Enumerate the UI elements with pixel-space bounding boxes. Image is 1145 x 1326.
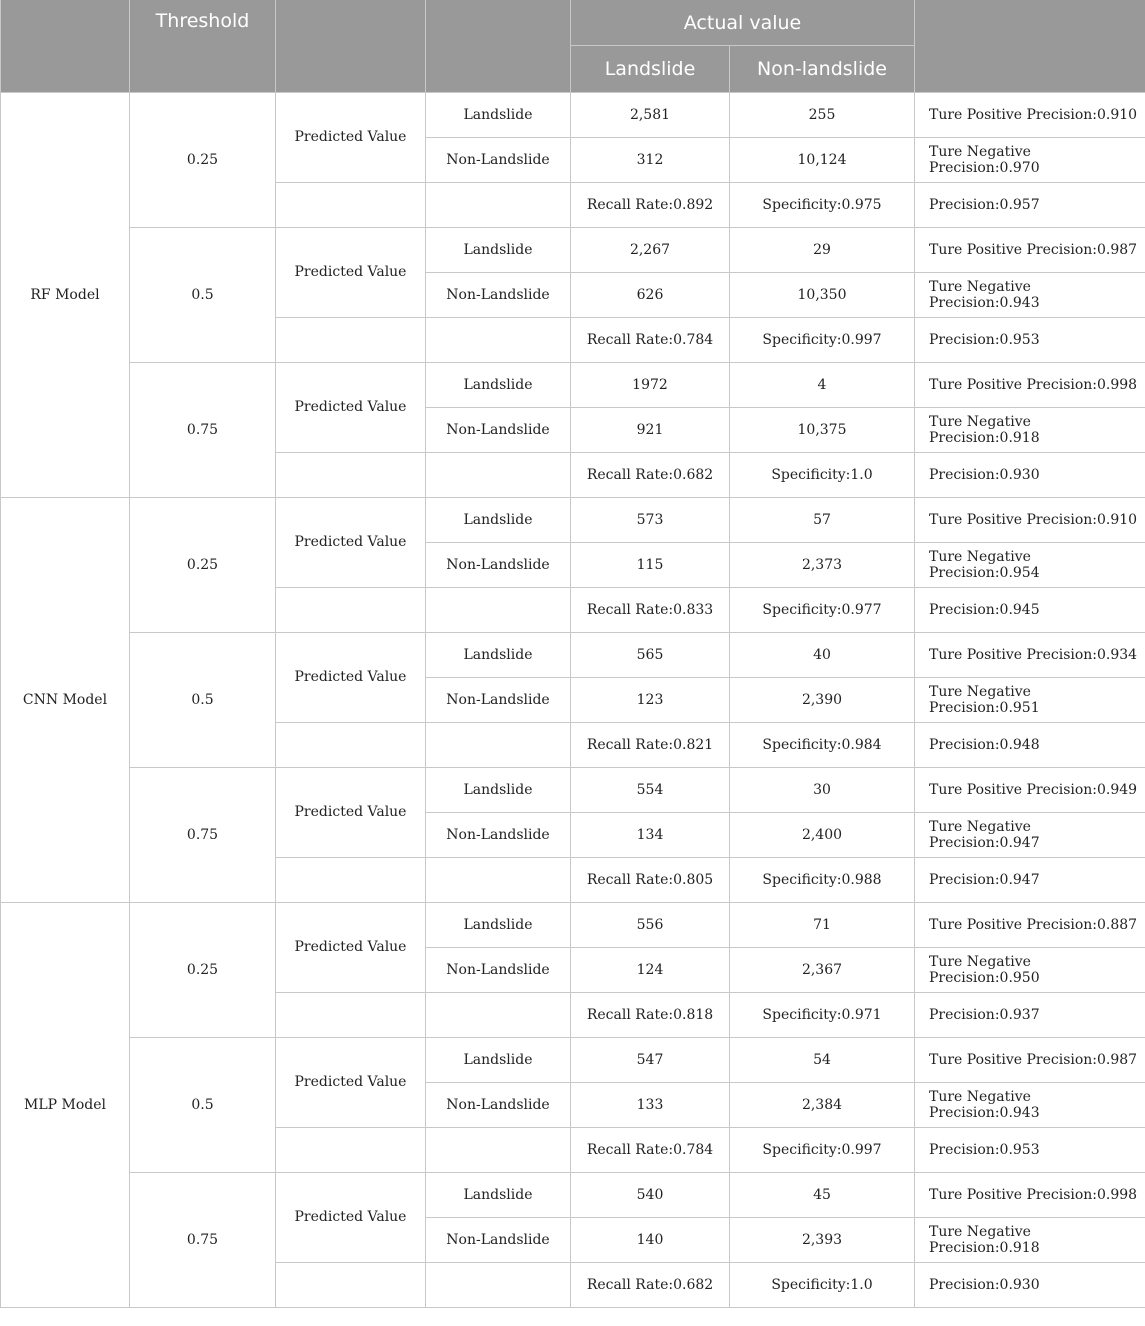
row-label-landslide: Landslide <box>426 498 571 543</box>
overall-precision: Precision:0.953 <box>915 1128 1145 1173</box>
row-label-landslide: Landslide <box>426 903 571 948</box>
positive-precision: Ture Positive Precision:0.998 <box>915 1173 1145 1218</box>
positive-precision: Ture Positive Precision:0.910 <box>915 93 1145 138</box>
blank-cell <box>276 1263 426 1308</box>
blank-cell <box>426 993 571 1038</box>
negative-precision: Ture Negative Precision:0.954 <box>915 543 1145 588</box>
specificity: Specificity:0.977 <box>730 588 915 633</box>
false-positive-count: 57 <box>730 498 915 543</box>
true-positive-count: 1972 <box>571 363 730 408</box>
table-row <box>1 363 1145 408</box>
predicted-value-label: Predicted Value <box>276 228 426 318</box>
header-threshold: Threshold <box>130 0 276 93</box>
false-positive-count: 255 <box>730 93 915 138</box>
false-positive-count: 4 <box>730 363 915 408</box>
table-row <box>1 228 1145 273</box>
false-negative-count: 312 <box>571 138 730 183</box>
positive-precision: Ture Positive Precision:0.998 <box>915 363 1145 408</box>
row-label-non-landslide: Non-Landslide <box>426 273 571 318</box>
specificity: Specificity:0.984 <box>730 723 915 768</box>
blank-cell <box>276 1128 426 1173</box>
model-name: MLP Model <box>1 903 130 1308</box>
overall-precision: Precision:0.947 <box>915 858 1145 903</box>
blank-cell <box>426 318 571 363</box>
overall-precision: Precision:0.937 <box>915 993 1145 1038</box>
true-negative-count: 2,384 <box>730 1083 915 1128</box>
model-name: CNN Model <box>1 498 130 903</box>
threshold-value: 0.75 <box>130 768 276 903</box>
true-negative-count: 2,390 <box>730 678 915 723</box>
threshold-value: 0.5 <box>130 1038 276 1173</box>
blank-cell <box>276 183 426 228</box>
false-positive-count: 71 <box>730 903 915 948</box>
blank-cell <box>426 1128 571 1173</box>
negative-precision: Ture Negative Precision:0.943 <box>915 273 1145 318</box>
threshold-value: 0.75 <box>130 363 276 498</box>
blank-cell <box>426 723 571 768</box>
true-positive-count: 554 <box>571 768 730 813</box>
table-header <box>1 0 1145 93</box>
predicted-value-label: Predicted Value <box>276 1173 426 1263</box>
negative-precision: Ture Negative Precision:0.943 <box>915 1083 1145 1128</box>
predicted-value-label: Predicted Value <box>276 93 426 183</box>
row-label-landslide: Landslide <box>426 1038 571 1083</box>
blank-cell <box>426 858 571 903</box>
specificity: Specificity:0.975 <box>730 183 915 228</box>
row-label-non-landslide: Non-Landslide <box>426 1218 571 1263</box>
specificity: Specificity:1.0 <box>730 1263 915 1308</box>
positive-precision: Ture Positive Precision:0.910 <box>915 498 1145 543</box>
negative-precision: Ture Negative Precision:0.950 <box>915 948 1145 993</box>
row-label-landslide: Landslide <box>426 1173 571 1218</box>
header-actual-value: Actual value <box>571 0 915 46</box>
recall-rate: Recall Rate:0.892 <box>571 183 730 228</box>
true-positive-count: 540 <box>571 1173 730 1218</box>
threshold-value: 0.25 <box>130 903 276 1038</box>
negative-precision: Ture Negative Precision:0.947 <box>915 813 1145 858</box>
table-row <box>1 903 1145 948</box>
recall-rate: Recall Rate:0.682 <box>571 453 730 498</box>
false-negative-count: 124 <box>571 948 730 993</box>
table-row <box>1 498 1145 543</box>
positive-precision: Ture Positive Precision:0.987 <box>915 1038 1145 1083</box>
row-label-landslide: Landslide <box>426 633 571 678</box>
blank-cell <box>276 858 426 903</box>
overall-precision: Precision:0.930 <box>915 453 1145 498</box>
negative-precision: Ture Negative Precision:0.918 <box>915 408 1145 453</box>
threshold-value: 0.25 <box>130 93 276 228</box>
row-label-non-landslide: Non-Landslide <box>426 138 571 183</box>
row-label-landslide: Landslide <box>426 363 571 408</box>
recall-rate: Recall Rate:0.784 <box>571 1128 730 1173</box>
blank-cell <box>276 453 426 498</box>
row-label-landslide: Landslide <box>426 768 571 813</box>
model-name: RF Model <box>1 93 130 498</box>
positive-precision: Ture Positive Precision:0.934 <box>915 633 1145 678</box>
header-blank-cell <box>276 0 426 93</box>
specificity: Specificity:0.988 <box>730 858 915 903</box>
overall-precision: Precision:0.957 <box>915 183 1145 228</box>
false-negative-count: 115 <box>571 543 730 588</box>
true-positive-count: 547 <box>571 1038 730 1083</box>
false-negative-count: 133 <box>571 1083 730 1128</box>
blank-cell <box>276 318 426 363</box>
false-negative-count: 123 <box>571 678 730 723</box>
true-positive-count: 565 <box>571 633 730 678</box>
positive-precision: Ture Positive Precision:0.949 <box>915 768 1145 813</box>
negative-precision: Ture Negative Precision:0.918 <box>915 1218 1145 1263</box>
predicted-value-label: Predicted Value <box>276 903 426 993</box>
header-metrics-cell <box>915 0 1145 93</box>
row-label-non-landslide: Non-Landslide <box>426 813 571 858</box>
false-positive-count: 30 <box>730 768 915 813</box>
blank-cell <box>426 183 571 228</box>
table-row <box>1 633 1145 678</box>
true-positive-count: 556 <box>571 903 730 948</box>
true-negative-count: 2,373 <box>730 543 915 588</box>
recall-rate: Recall Rate:0.833 <box>571 588 730 633</box>
blank-cell <box>426 453 571 498</box>
threshold-value: 0.5 <box>130 633 276 768</box>
table-body <box>1 93 1145 1308</box>
negative-precision: Ture Negative Precision:0.970 <box>915 138 1145 183</box>
recall-rate: Recall Rate:0.821 <box>571 723 730 768</box>
header-landslide: Landslide <box>571 46 730 93</box>
blank-cell <box>276 588 426 633</box>
true-positive-count: 2,267 <box>571 228 730 273</box>
true-negative-count: 10,375 <box>730 408 915 453</box>
header-blank-cell <box>426 0 571 93</box>
row-label-non-landslide: Non-Landslide <box>426 408 571 453</box>
predicted-value-label: Predicted Value <box>276 768 426 858</box>
specificity: Specificity:0.997 <box>730 318 915 363</box>
blank-cell <box>426 1263 571 1308</box>
predicted-value-label: Predicted Value <box>276 1038 426 1128</box>
blank-cell <box>426 588 571 633</box>
recall-rate: Recall Rate:0.805 <box>571 858 730 903</box>
table-row <box>1 1038 1145 1083</box>
positive-precision: Ture Positive Precision:0.887 <box>915 903 1145 948</box>
false-negative-count: 626 <box>571 273 730 318</box>
blank-cell <box>276 723 426 768</box>
false-positive-count: 45 <box>730 1173 915 1218</box>
row-label-landslide: Landslide <box>426 93 571 138</box>
threshold-value: 0.25 <box>130 498 276 633</box>
false-positive-count: 54 <box>730 1038 915 1083</box>
false-negative-count: 921 <box>571 408 730 453</box>
false-positive-count: 40 <box>730 633 915 678</box>
recall-rate: Recall Rate:0.818 <box>571 993 730 1038</box>
positive-precision: Ture Positive Precision:0.987 <box>915 228 1145 273</box>
overall-precision: Precision:0.948 <box>915 723 1145 768</box>
true-negative-count: 10,124 <box>730 138 915 183</box>
table-row <box>1 1173 1145 1218</box>
true-negative-count: 10,350 <box>730 273 915 318</box>
true-positive-count: 573 <box>571 498 730 543</box>
specificity: Specificity:0.971 <box>730 993 915 1038</box>
row-label-landslide: Landslide <box>426 228 571 273</box>
threshold-value: 0.75 <box>130 1173 276 1308</box>
predicted-value-label: Predicted Value <box>276 633 426 723</box>
false-positive-count: 29 <box>730 228 915 273</box>
recall-rate: Recall Rate:0.784 <box>571 318 730 363</box>
false-negative-count: 134 <box>571 813 730 858</box>
row-label-non-landslide: Non-Landslide <box>426 948 571 993</box>
predicted-value-label: Predicted Value <box>276 363 426 453</box>
row-label-non-landslide: Non-Landslide <box>426 678 571 723</box>
threshold-value: 0.5 <box>130 228 276 363</box>
table-row <box>1 93 1145 138</box>
overall-precision: Precision:0.953 <box>915 318 1145 363</box>
true-negative-count: 2,393 <box>730 1218 915 1263</box>
header-model-cell <box>1 0 130 93</box>
row-label-non-landslide: Non-Landslide <box>426 1083 571 1128</box>
specificity: Specificity:1.0 <box>730 453 915 498</box>
row-label-non-landslide: Non-Landslide <box>426 543 571 588</box>
overall-precision: Precision:0.945 <box>915 588 1145 633</box>
false-negative-count: 140 <box>571 1218 730 1263</box>
overall-precision: Precision:0.930 <box>915 1263 1145 1308</box>
recall-rate: Recall Rate:0.682 <box>571 1263 730 1308</box>
specificity: Specificity:0.997 <box>730 1128 915 1173</box>
negative-precision: Ture Negative Precision:0.951 <box>915 678 1145 723</box>
table-row <box>1 768 1145 813</box>
true-negative-count: 2,367 <box>730 948 915 993</box>
header-non-landslide: Non-landslide <box>730 46 915 93</box>
predicted-value-label: Predicted Value <box>276 498 426 588</box>
true-positive-count: 2,581 <box>571 93 730 138</box>
true-negative-count: 2,400 <box>730 813 915 858</box>
blank-cell <box>276 993 426 1038</box>
